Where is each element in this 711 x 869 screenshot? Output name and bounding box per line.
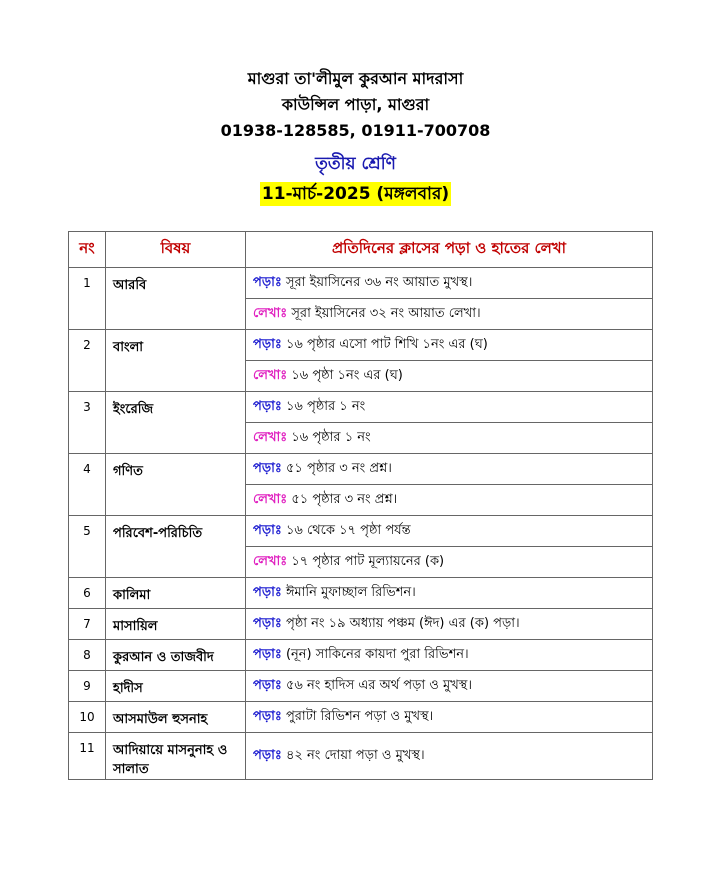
class-title: তৃতীয় শ্রেণি bbox=[315, 154, 396, 174]
subject-cell: কুরআন ও তাজবীদ bbox=[106, 640, 246, 671]
lesson-cell bbox=[246, 733, 653, 780]
table-row bbox=[69, 702, 653, 733]
row-number: 4 bbox=[69, 454, 106, 516]
table-row bbox=[69, 578, 653, 609]
write-label: লেখাঃ bbox=[253, 491, 288, 507]
lesson-text: পুরাটা রিভিশন পড়া ও মুখস্থ। bbox=[281, 708, 434, 724]
table-row bbox=[69, 392, 653, 423]
subject-cell: আরবি bbox=[106, 268, 246, 330]
table-row bbox=[69, 671, 653, 702]
madrasa-address: কাউন্সিল পাড়া, মাগুরা bbox=[281, 95, 430, 114]
subject-cell: আদিয়ায়ে মাসনুনাহ ও সালাত bbox=[106, 733, 246, 780]
table-row bbox=[69, 454, 653, 485]
write-label: লেখাঃ bbox=[253, 305, 288, 321]
lesson-text: ৫৬ নং হাদিস এর অর্থ পড়া ও মুখস্থ। bbox=[281, 677, 473, 693]
lesson-cell bbox=[246, 423, 653, 454]
lesson-table bbox=[68, 231, 653, 780]
row-number: 1 bbox=[69, 268, 106, 330]
row-number: 9 bbox=[69, 671, 106, 702]
row-number: 2 bbox=[69, 330, 106, 392]
subject-cell: গণিত bbox=[106, 454, 246, 516]
table-row bbox=[69, 268, 653, 299]
lesson-text: (নূন) সাকিনের কায়দা পুরা রিভিশন। bbox=[281, 646, 469, 662]
lesson-cell bbox=[246, 671, 653, 702]
read-label: পড়াঃ bbox=[253, 677, 282, 693]
read-label: পড়াঃ bbox=[253, 274, 282, 290]
lesson-cell bbox=[246, 361, 653, 392]
lesson-text: ১৬ পৃষ্ঠার এসো পাট শিখি ১নং এর (ঘ) bbox=[281, 336, 488, 352]
lesson-text: পৃষ্ঠা নং ১৯ অধ্যায় পঞ্চম (ঈদ) এর (ক) পড়া। bbox=[281, 615, 520, 631]
document-header bbox=[0, 66, 711, 206]
column-header-number: নং bbox=[69, 232, 106, 268]
lesson-cell bbox=[246, 516, 653, 547]
lesson-text: ১৬ পৃষ্ঠার ১ নং bbox=[281, 398, 366, 414]
phone-numbers: 01938-128585, 01911-700708 bbox=[220, 121, 491, 140]
read-label: পড়াঃ bbox=[253, 708, 282, 724]
read-label: পড়াঃ bbox=[253, 460, 282, 476]
read-label: পড়াঃ bbox=[253, 398, 282, 414]
read-label: পড়াঃ bbox=[253, 747, 282, 763]
lesson-text: ৫১ পৃষ্ঠার ৩ নং প্রশ্ন। bbox=[287, 491, 398, 507]
lesson-cell bbox=[246, 609, 653, 640]
lesson-cell bbox=[246, 330, 653, 361]
table-row bbox=[69, 609, 653, 640]
lesson-text: ৪২ নং দোয়া পড়া ও মুখস্থ। bbox=[281, 747, 425, 763]
read-label: পড়াঃ bbox=[253, 615, 282, 631]
lesson-text: ১৬ পৃষ্ঠার ১ নং bbox=[287, 429, 371, 445]
row-number: 10 bbox=[69, 702, 106, 733]
table-row bbox=[69, 640, 653, 671]
lesson-text: ৫১ পৃষ্ঠার ৩ নং প্রশ্ন। bbox=[281, 460, 392, 476]
table-header-row bbox=[69, 232, 653, 268]
lesson-text: ১৬ পৃষ্ঠা ১নং এর (ঘ) bbox=[287, 367, 403, 383]
lesson-cell bbox=[246, 547, 653, 578]
lesson-cell bbox=[246, 268, 653, 299]
column-header-lesson: প্রতিদিনের ক্লাসের পড়া ও হাতের লেখা bbox=[246, 232, 653, 268]
row-number: 8 bbox=[69, 640, 106, 671]
subject-cell: কালিমা bbox=[106, 578, 246, 609]
lesson-text: ঈমানি মুফাচ্ছাল রিভিশন। bbox=[281, 584, 416, 600]
read-label: পড়াঃ bbox=[253, 336, 282, 352]
write-label: লেখাঃ bbox=[253, 367, 288, 383]
column-header-subject: বিষয় bbox=[106, 232, 246, 268]
lesson-cell bbox=[246, 454, 653, 485]
lesson-cell bbox=[246, 640, 653, 671]
table-row bbox=[69, 330, 653, 361]
lesson-cell bbox=[246, 392, 653, 423]
lesson-text: সূরা ইয়াসিনের ৩২ নং আয়াত লেখা। bbox=[287, 305, 481, 321]
read-label: পড়াঃ bbox=[253, 646, 282, 662]
row-number: 5 bbox=[69, 516, 106, 578]
subject-cell: হাদীস bbox=[106, 671, 246, 702]
date-line: 11-মার্চ-2025 (মঙ্গলবার) bbox=[261, 184, 450, 204]
lesson-text: ১৬ থেকে ১৭ পৃষ্ঠা পর্যন্ত bbox=[281, 522, 411, 538]
write-label: লেখাঃ bbox=[253, 429, 288, 445]
lesson-cell bbox=[246, 299, 653, 330]
read-label: পড়াঃ bbox=[253, 584, 282, 600]
write-label: লেখাঃ bbox=[253, 553, 288, 569]
subject-cell: আসমাউল হুসনাহ bbox=[106, 702, 246, 733]
table-row bbox=[69, 516, 653, 547]
row-number: 11 bbox=[69, 733, 106, 780]
row-number: 3 bbox=[69, 392, 106, 454]
lesson-text: সূরা ইয়াসিনের ৩৬ নং আয়াত মুখস্থ। bbox=[281, 274, 473, 290]
lesson-cell bbox=[246, 578, 653, 609]
lesson-cell bbox=[246, 485, 653, 516]
subject-cell: পরিবেশ-পরিচিতি bbox=[106, 516, 246, 578]
read-label: পড়াঃ bbox=[253, 522, 282, 538]
table-row bbox=[69, 733, 653, 780]
subject-cell: ইংরেজি bbox=[106, 392, 246, 454]
row-number: 6 bbox=[69, 578, 106, 609]
lesson-cell bbox=[246, 702, 653, 733]
subject-cell: বাংলা bbox=[106, 330, 246, 392]
lesson-text: ১৭ পৃষ্ঠার পাট মূল্যায়নের (ক) bbox=[287, 553, 445, 569]
row-number: 7 bbox=[69, 609, 106, 640]
subject-cell: মাসায়িল bbox=[106, 609, 246, 640]
madrasa-name: মাগুরা তা'লীমুল কুরআন মাদরাসা bbox=[247, 69, 464, 88]
